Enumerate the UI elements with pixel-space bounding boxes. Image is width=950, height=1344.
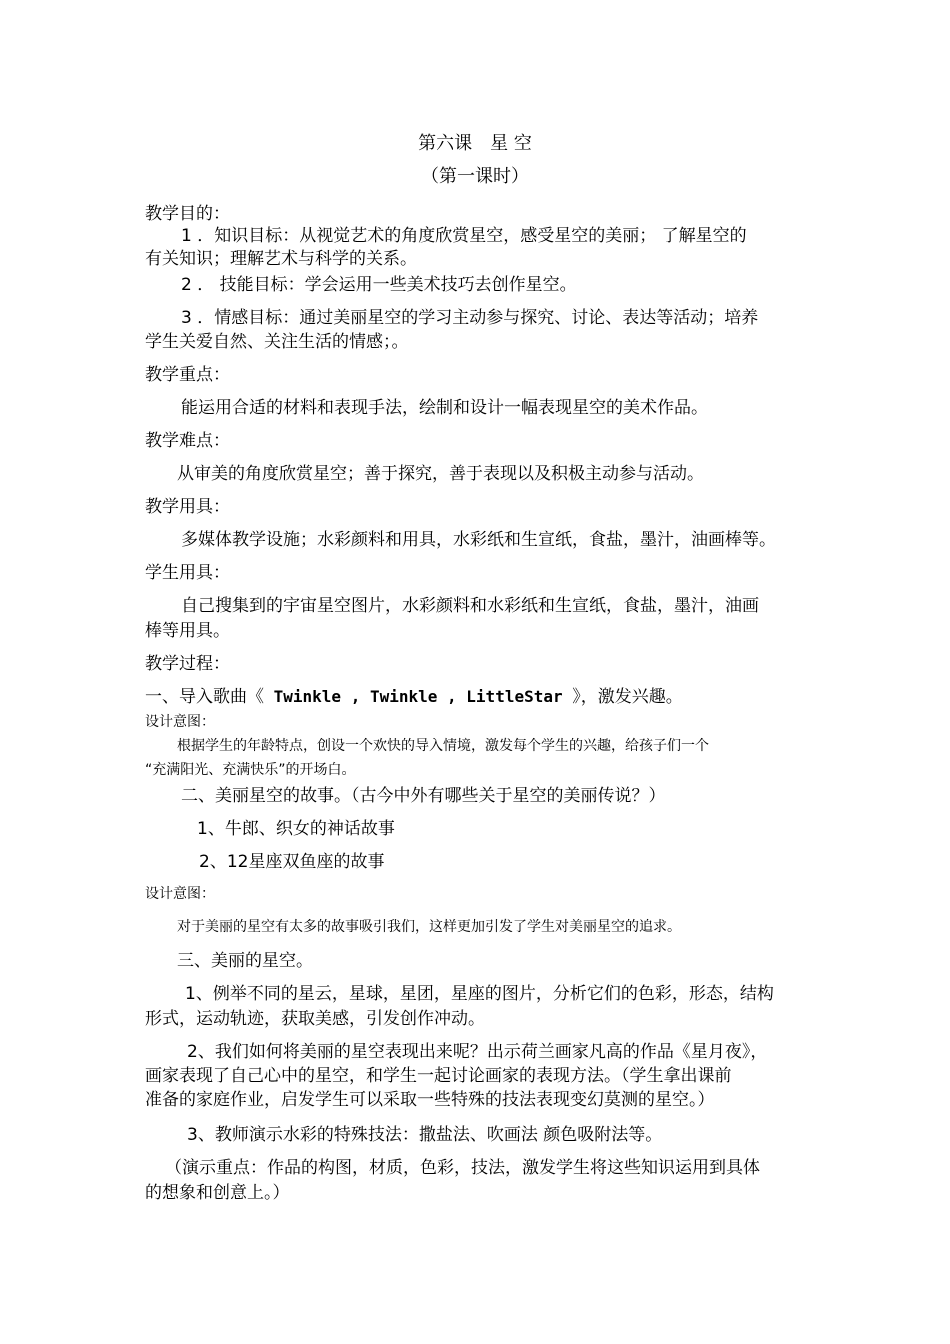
design-intent-2: 对于美丽的星空有太多的故事吸引我们，这样更加引发了学生对美丽星空的追求。 xyxy=(177,919,681,935)
step-3-item-1-line-2: 形式，运动轨迹，获取美感，引发创作冲动。 xyxy=(145,1009,485,1029)
step-3-item-2-line-1: 2、我们如何将美丽的星空表现出来呢？出示荷兰画家凡高的作品《星月夜》， xyxy=(187,1042,768,1062)
student-tools-line-2: 棒等用具。 xyxy=(145,621,230,641)
step-3-item-3: 3、教师演示水彩的特殊技法：撒盐法、吹画法 颜色吸附法等。 xyxy=(187,1125,663,1145)
key-points-text: 能运用合适的材料和表现手法，绘制和设计一幅表现星空的美术作品。 xyxy=(181,398,708,418)
step-1-prefix: 一、导入歌曲《 xyxy=(145,687,264,707)
step-1-intro xyxy=(145,686,683,708)
step-2: 二、美丽星空的故事。（古今中外有哪些关于星空的美丽传说？） xyxy=(181,786,666,806)
key-points-heading: 教学重点： xyxy=(145,365,230,385)
demo-focus-line-1: （演示重点：作品的构图，材质，色彩，技法，激发学生将这些知识运用到具体 xyxy=(165,1158,760,1178)
design-intent-1-line-2: “充满阳光、充满快乐”的开场白。 xyxy=(145,762,356,778)
student-tools-heading: 学生用具： xyxy=(145,563,230,583)
demo-focus-line-2: 的想象和创意上。） xyxy=(145,1183,290,1203)
difficulty-heading: 教学难点： xyxy=(145,431,230,451)
step-1-suffix: 》，激发兴趣。 xyxy=(572,687,683,707)
objective-3-line-2: 学生关爱自然、关注生活的情感；。 xyxy=(145,332,409,352)
objective-3-line-1: 3 ．情感目标：通过美丽星空的学习主动参与探究、讨论、表达等活动；培养 xyxy=(181,308,759,328)
process-heading: 教学过程： xyxy=(145,654,230,674)
teacher-tools-heading: 教学用具： xyxy=(145,497,230,517)
lesson-title: 第六课 星 空 xyxy=(418,133,532,154)
lesson-subtitle: （第一课时） xyxy=(421,166,529,187)
student-tools-line-1: 自己搜集到的宇宙星空图片，水彩颜料和水彩纸和生宣纸，食盐，墨汁，油画 xyxy=(181,596,759,616)
design-intent-heading-1: 设计意图： xyxy=(145,714,215,730)
step-3-item-2-line-3: 准备的家庭作业，启发学生可以采取一些特殊的技法表现变幻莫测的星空。） xyxy=(145,1090,715,1110)
step-1-song: Twinkle , Twinkle , LittleStar xyxy=(264,687,573,706)
step-2-item-2: 2、12星座双鱼座的故事 xyxy=(199,852,385,872)
objective-1-line-1: 1 ．知识目标：从视觉艺术的角度欣赏星空，感受星空的美丽； 了解星空的 xyxy=(181,226,747,246)
design-intent-1-line-1: 根据学生的年龄特点，创设一个欢快的导入情境，激发每个学生的兴趣，给孩子们一个 xyxy=(177,738,709,754)
teacher-tools-text: 多媒体教学设施；水彩颜料和用具，水彩纸和生宣纸，食盐，墨汁，油画棒等。 xyxy=(181,530,776,550)
step-2-item-1: 1、牛郎、织女的神话故事 xyxy=(197,819,395,839)
difficulty-text: 从审美的角度欣赏星空；善于探究，善于表现以及积极主动参与活动。 xyxy=(177,464,704,484)
objectives-heading: 教学目的： xyxy=(145,204,230,224)
design-intent-heading-2: 设计意图： xyxy=(145,886,215,902)
objective-2: 2 ． 技能目标：学会运用一些美术技巧去创作星空。 xyxy=(181,275,577,295)
step-3-item-2-line-2: 画家表现了自己心中的星空，和学生一起讨论画家的表现方法。（学生拿出课前 xyxy=(145,1066,732,1086)
step-3: 三、美丽的星空。 xyxy=(177,951,313,971)
objective-1-line-2: 有关知识；理解艺术与科学的关系。 xyxy=(145,249,417,269)
step-3-item-1-line-1: 1、例举不同的星云，星球，星团，星座的图片，分析它们的色彩，形态，结构 xyxy=(185,984,774,1004)
